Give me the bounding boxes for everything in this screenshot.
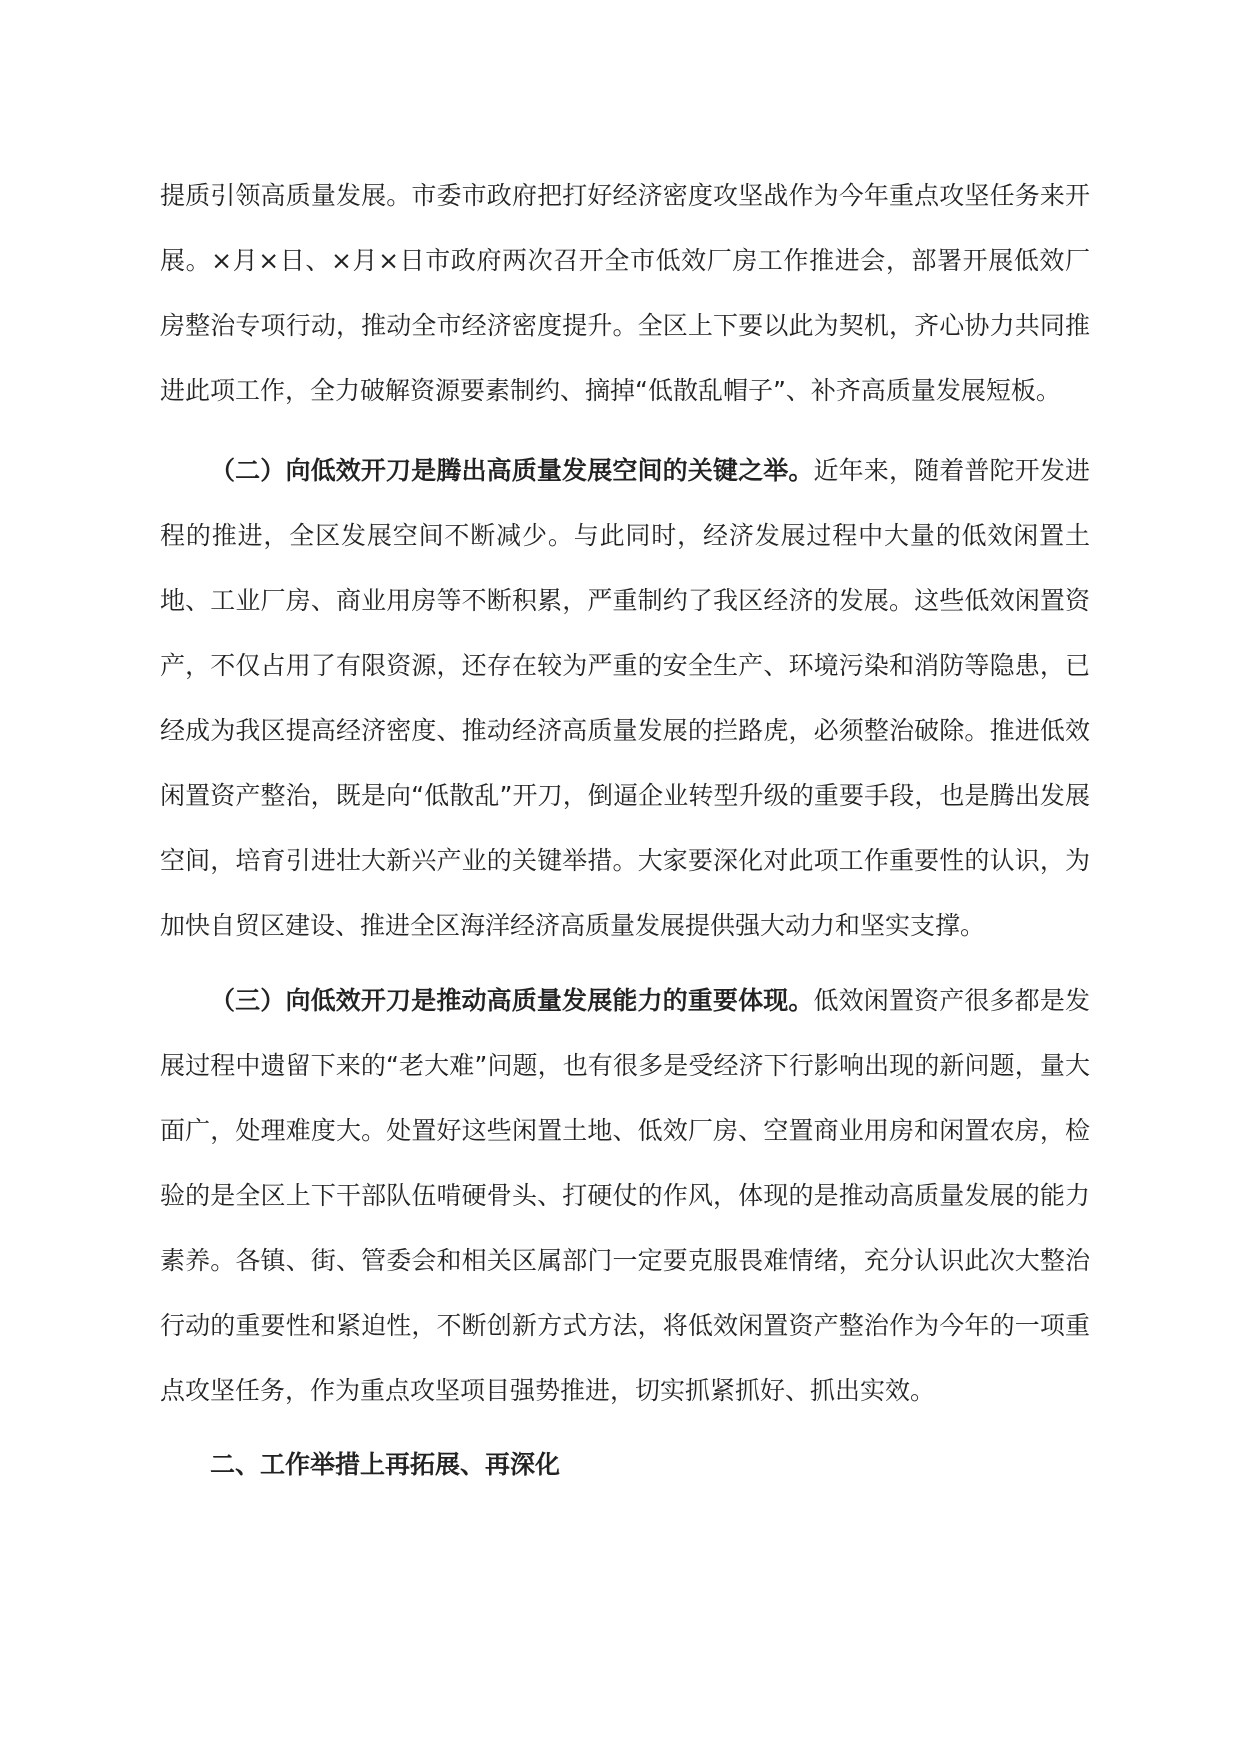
section-heading: 二、工作举措上再拓展、再深化 — [210, 1450, 561, 1479]
section-heading-block — [160, 1432, 1090, 1497]
paragraph-content — [160, 968, 1090, 1423]
paragraph-lead-heading: （二）向低效开刀是腾出高质量发展空间的关键之举。 — [210, 456, 814, 485]
body-paragraph-2 — [160, 438, 1090, 958]
paragraph-text: 提质引领高质量发展。市委市政府把打好经济密度攻坚战作为今年重点攻坚任务来开展。×月×日、×月×日市政府两次召开全市低效厂房工作推进会，部署开展低效厂房整治专项行动，推动全市经济密度提升。全区上下要以此为契机，齐心协力共同推进此项工作，全力破解资源要素制约、摘掉“低散乱帽子”、补齐高质量发展短板。 — [160, 181, 1090, 405]
paragraph-content — [160, 438, 1090, 958]
paragraph-text: 低效闲置资产很多都是发展过程中遗留下来的“老大难”问题，也有很多是受经济下行影响出现的新问题，量大面广，处理难度大。处置好这些闲置土地、低效厂房、空置商业用房和闲置农房，检验的是全区上下干部队伍啃硬骨头、打硬仗的作风，体现的是推动高质量发展的能力素养。各镇、街、管委会和相关区属部门一定要克服畏难情绪，充分认识此次大整治行动的重要性和紧迫性，不断创新方式方法，将低效闲置资产整治作为今年的一项重点攻坚任务，作为重点攻坚项目强势推进，切实抓紧抓好、抓出实效。 — [160, 986, 1090, 1405]
paragraph-lead-heading: （三）向低效开刀是推动高质量发展能力的重要体现。 — [210, 986, 814, 1015]
body-paragraph-3 — [160, 968, 1090, 1423]
body-paragraph-1 — [160, 163, 1090, 423]
paragraph-text: 近年来，随着普陀开发进程的推进，全区发展空间不断减少。与此同时，经济发展过程中大量的低效闲置土地、工业厂房、商业用房等不断积累，严重制约了我区经济的发展。这些低效闲置资产，不仅占用了有限资源，还存在较为严重的安全生产、环境污染和消防等隐患，已经成为我区提高经济密度、推动经济高质量发展的拦路虎，必须整治破除。推进低效闲置资产整治，既是向“低散乱”开刀，倒逼企业转型升级的重要手段，也是腾出发展空间，培育引进壮大新兴产业的关键举措。大家要深化对此项工作重要性的认识，为加快自贸区建设、推进全区海洋经济高质量发展提供强大动力和坚实支撑。 — [160, 456, 1090, 940]
